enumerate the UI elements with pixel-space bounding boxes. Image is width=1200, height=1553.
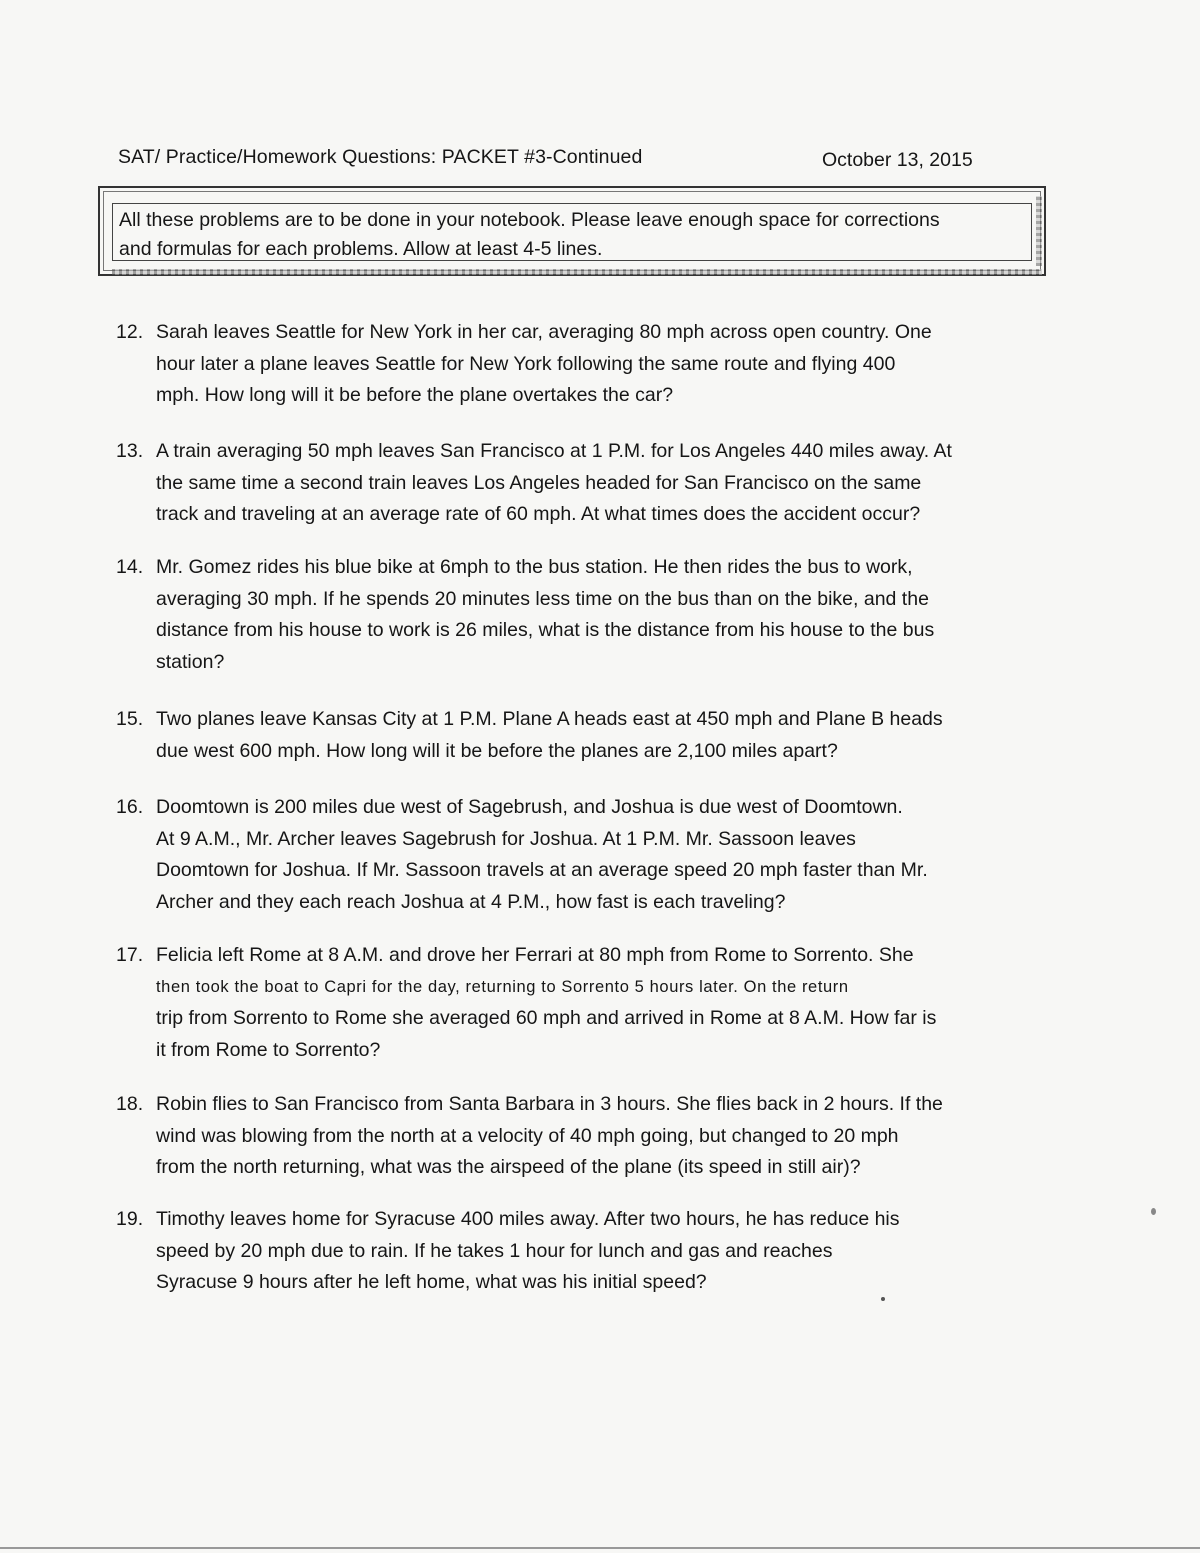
problem-number: 14. <box>116 556 144 578</box>
problem-line: Two planes leave Kansas City at 1 P.M. Plane A heads east at 450 mph and Plane B heads <box>156 708 943 730</box>
problem-text <box>156 1089 1036 1184</box>
problem-line: At 9 A.M., Mr. Archer leaves Sagebrush for Joshua. At 1 P.M. Mr. Sassoon leaves <box>156 827 856 850</box>
scan-speck <box>881 1297 885 1301</box>
problem-line: Archer and they each reach Joshua at 4 P.M., how fast is each traveling? <box>156 890 786 913</box>
scan-speck <box>1151 1208 1156 1215</box>
problem-line: distance from his house to work is 26 miles, what is the distance from his house to the bus <box>156 619 935 641</box>
problem-19 <box>116 1204 1036 1299</box>
problem-line: Felicia left Rome at 8 A.M. and drove her Ferrari at 80 mph from Rome to Sorrento. She <box>156 944 914 966</box>
problem-number: 12. <box>116 321 144 343</box>
problem-text <box>156 792 1036 918</box>
problem-number: 17. <box>116 944 144 966</box>
problem-text <box>156 436 1036 531</box>
problem-15 <box>116 704 1036 767</box>
problem-line: hour later a plane leaves Seattle for New York following the same route and flying 400 <box>156 352 896 375</box>
packet-date: October 13, 2015 <box>822 149 973 171</box>
problem-16 <box>116 792 1036 918</box>
problem-line: from the north returning, what was the airspeed of the plane (its speed in still air)? <box>156 1156 861 1178</box>
box-side-decoration <box>1036 196 1042 266</box>
problem-text <box>156 940 1036 1066</box>
problem-line: the same time a second train leaves Los Angeles headed for San Francisco on the same <box>156 471 922 494</box>
problem-line: A train averaging 50 mph leaves San Francisco at 1 P.M. for Los Angeles 440 miles away. At <box>156 440 952 462</box>
box-border-decoration <box>112 269 1042 275</box>
problem-text <box>156 1204 1036 1299</box>
problem-line: it from Rome to Sorrento? <box>156 1038 381 1061</box>
problem-line: Timothy leaves home for Syracuse 400 miles away. After two hours, he has reduce his <box>156 1208 900 1230</box>
problem-text <box>156 552 1036 678</box>
problem-number: 15. <box>116 708 144 730</box>
problem-line: trip from Sorrento to Rome she averaged 60 mph and arrived in Rome at 8 A.M. How far is <box>156 1007 937 1029</box>
problem-text <box>156 317 1036 412</box>
problem-line: speed by 20 mph due to rain. If he takes 1 hour for lunch and gas and reaches <box>156 1239 833 1262</box>
problem-line: Sarah leaves Seattle for New York in her car, averaging 80 mph across open country. One <box>156 321 932 343</box>
problem-text <box>156 704 1036 767</box>
problem-line: Doomtown for Joshua. If Mr. Sassoon travels at an average speed 20 mph faster than Mr. <box>156 859 928 881</box>
problem-line: wind was blowing from the north at a velocity of 40 mph going, but changed to 20 mph <box>156 1124 899 1147</box>
instructions-inner-frame <box>112 203 1032 261</box>
problem-line: Syracuse 9 hours after he left home, what was his initial speed? <box>156 1271 707 1293</box>
instructions-line-2: and formulas for each problems. Allow at least 4-5 lines. <box>119 238 603 260</box>
packet-title: SAT/ Practice/Homework Questions: PACKET #3-Continued <box>118 146 643 168</box>
problem-13 <box>116 436 1036 531</box>
problem-line: Doomtown is 200 miles due west of Sagebrush, and Joshua is due west of Doomtown. <box>156 796 903 818</box>
problem-number: 19. <box>116 1208 144 1230</box>
problem-line: track and traveling at an average rate of 60 mph. At what times does the accident occur? <box>156 503 921 525</box>
problem-17 <box>116 940 1036 1066</box>
problem-14 <box>116 552 1036 678</box>
problem-line: then took the boat to Capri for the day, returning to Sorrento 5 hours later. On the return <box>156 977 849 996</box>
problem-12 <box>116 317 1036 412</box>
page-bottom-edge <box>0 1547 1200 1549</box>
problem-number: 16. <box>116 796 144 818</box>
problem-line: mph. How long will it be before the plane overtakes the car? <box>156 384 674 406</box>
problem-18 <box>116 1089 1036 1184</box>
instructions-line-1: All these problems are to be done in your notebook. Please leave enough space for corrections <box>119 209 940 231</box>
problem-number: 18. <box>116 1093 144 1115</box>
problem-line: averaging 30 mph. If he spends 20 minutes less time on the bus than on the bike, and the <box>156 587 929 610</box>
problem-number: 13. <box>116 440 144 462</box>
problem-line: station? <box>156 650 225 673</box>
instructions-box <box>98 186 1046 276</box>
problem-line: due west 600 mph. How long will it be before the planes are 2,100 miles apart? <box>156 739 838 762</box>
problem-line: Mr. Gomez rides his blue bike at 6mph to the bus station. He then rides the bus to work, <box>156 556 913 578</box>
problem-line: Robin flies to San Francisco from Santa Barbara in 3 hours. She flies back in 2 hours. If the <box>156 1093 943 1115</box>
